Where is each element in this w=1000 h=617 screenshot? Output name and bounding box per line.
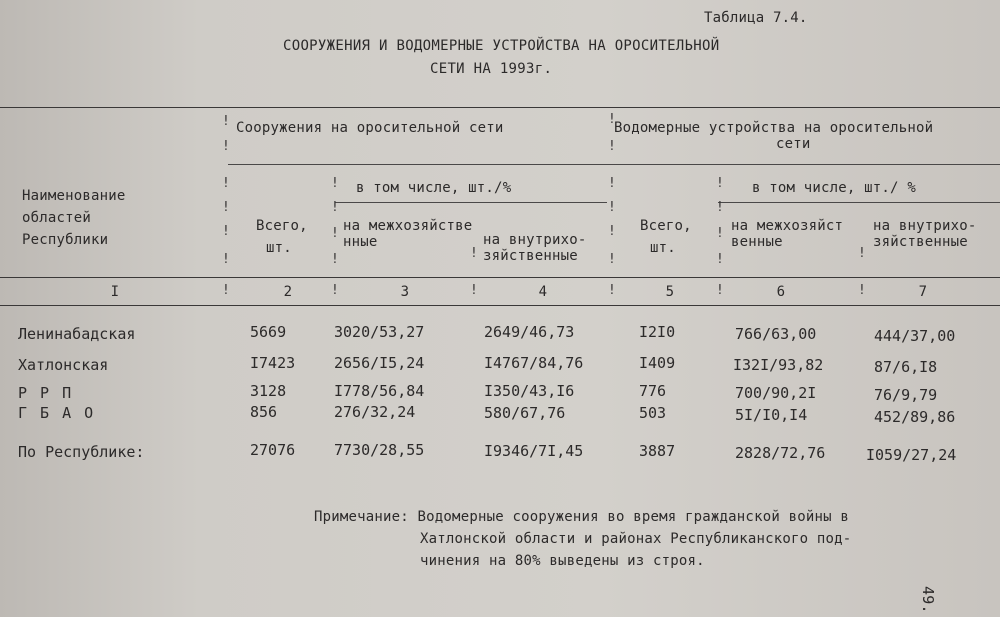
note-line1: Примечание: Водомерные сооружения во время гражданской войны в <box>314 509 849 525</box>
row-region-name: Р Р П <box>18 384 74 402</box>
cell-inter-meters: 5I/I0,I4 <box>735 406 808 424</box>
sep-mark: ! <box>608 112 616 127</box>
header-inter2-line1: на межхозяйст <box>731 218 844 234</box>
sep-mark: ! <box>222 114 230 129</box>
sep-mark: ! <box>470 246 478 261</box>
header-intra1-line1: на внутрихо- <box>483 232 587 248</box>
sep-mark: ! <box>608 252 616 267</box>
cell-total-structures: I7423 <box>250 354 296 372</box>
header-incl1: в том числе, шт./% <box>356 180 512 196</box>
table-title-line1: СООРУЖЕНИЯ И ВОДОМЕРНЫЕ УСТРОЙСТВА НА ОРОСИТЕЛЬНОЙ <box>283 38 720 54</box>
colnum-2: 2 <box>283 284 293 300</box>
cell-intra-meters: I059/27,24 <box>866 446 957 464</box>
header-intra1-line2: зяйственные <box>483 248 578 264</box>
header-subgroup-rule <box>228 164 1000 165</box>
colnum-4: 4 <box>538 284 548 300</box>
header-inter1-line1: на межхозяйстве <box>343 218 473 234</box>
cell-intra-meters: 87/6,I8 <box>874 358 938 376</box>
header-total1-line2: шт. <box>266 240 292 256</box>
header-incl2-rule <box>718 202 1000 203</box>
colnum-3: 3 <box>400 284 410 300</box>
cell-intra-structures: I9346/7I,45 <box>484 442 584 460</box>
cell-inter-structures: 276/32,24 <box>334 403 416 421</box>
header-total2-line1: Всего, <box>640 218 692 234</box>
header-inter1-line2: нные <box>343 234 378 250</box>
header-incl1-rule <box>335 202 607 203</box>
sep-mark: ! <box>716 283 724 298</box>
header-group-meters-line2: сети <box>776 136 811 152</box>
header-total1-line1: Всего, <box>256 218 308 234</box>
header-inter2-line2: венные <box>731 234 783 250</box>
cell-total-meters: 3887 <box>639 442 676 460</box>
sep-mark: ! <box>222 176 230 191</box>
table-top-rule <box>0 107 1000 108</box>
header-region-line1: Наименование <box>22 188 126 204</box>
cell-inter-meters: 2828/72,76 <box>735 444 826 462</box>
cell-intra-structures: 580/67,76 <box>484 404 566 422</box>
cell-inter-meters: 700/90,2I <box>735 384 817 402</box>
cell-total-structures: 856 <box>250 403 278 421</box>
cell-intra-meters: 444/37,00 <box>874 327 956 345</box>
header-incl2: в том числе, шт./ % <box>752 180 916 196</box>
cell-total-meters: I2I0 <box>639 323 676 341</box>
note-line3: чинения на 80% выведены из строя. <box>420 553 705 569</box>
cell-inter-meters: 766/63,00 <box>735 325 817 343</box>
colnum-5: 5 <box>665 284 675 300</box>
row-region-name: По Республике: <box>18 443 145 461</box>
sep-mark: ! <box>608 200 616 215</box>
sep-mark: ! <box>608 139 616 154</box>
sep-mark: ! <box>222 200 230 215</box>
sep-mark: ! <box>331 226 339 241</box>
sep-mark: ! <box>222 224 230 239</box>
cell-inter-structures: I778/56,84 <box>334 382 425 400</box>
header-intra2-line1: на внутрихо- <box>873 218 977 234</box>
cell-intra-meters: 76/9,79 <box>874 386 938 404</box>
colnum-bottom-rule <box>0 305 1000 306</box>
header-region-line3: Республики <box>22 232 109 248</box>
row-region-name: Хатлонская <box>18 356 109 374</box>
cell-intra-structures: I350/43,I6 <box>484 382 575 400</box>
header-group-structures: Сооружения на оросительной сети <box>236 120 504 136</box>
page-number: 49. <box>919 586 937 614</box>
cell-total-meters: 776 <box>639 382 667 400</box>
sep-mark: ! <box>222 252 230 267</box>
cell-total-structures: 3128 <box>250 382 287 400</box>
cell-inter-meters: I32I/93,82 <box>733 356 824 374</box>
sep-mark: ! <box>331 252 339 267</box>
header-total2-line2: шт. <box>650 240 676 256</box>
cell-total-meters: 503 <box>639 404 667 422</box>
colnum-6: 6 <box>776 284 786 300</box>
cell-total-meters: I409 <box>639 354 676 372</box>
header-bottom-rule <box>0 277 1000 278</box>
note-line2: Хатлонской области и районах Республиканского под- <box>420 531 852 547</box>
sep-mark: ! <box>716 176 724 191</box>
colnum-1: I <box>110 284 120 300</box>
sep-mark: ! <box>716 252 724 267</box>
cell-inter-structures: 3020/53,27 <box>334 323 425 341</box>
cell-inter-structures: 7730/28,55 <box>334 441 425 459</box>
cell-total-structures: 5669 <box>250 323 287 341</box>
sep-mark: ! <box>222 139 230 154</box>
table-title-line2: СЕТИ НА 1993г. <box>430 61 553 77</box>
row-region-name: Ленинабадская <box>18 325 136 343</box>
sep-mark: ! <box>608 224 616 239</box>
sep-mark: ! <box>470 283 478 298</box>
sep-mark: ! <box>858 246 866 261</box>
sep-mark: ! <box>716 226 724 241</box>
sep-mark: ! <box>858 283 866 298</box>
cell-intra-structures: I4767/84,76 <box>484 354 584 372</box>
colnum-7: 7 <box>918 284 928 300</box>
cell-intra-structures: 2649/46,73 <box>484 323 575 341</box>
sep-mark: ! <box>331 283 339 298</box>
header-intra2-line2: зяйственные <box>873 234 968 250</box>
sep-mark: ! <box>608 176 616 191</box>
cell-total-structures: 27076 <box>250 441 296 459</box>
sep-mark: ! <box>608 283 616 298</box>
sep-mark: ! <box>716 200 724 215</box>
header-group-meters-line1: Водомерные устройства на оросительной <box>614 120 934 136</box>
row-region-name: Г Б А О <box>18 404 96 422</box>
sep-mark: ! <box>331 176 339 191</box>
cell-inter-structures: 2656/I5,24 <box>334 354 425 372</box>
table-label: Таблица 7.4. <box>704 10 808 26</box>
header-region-line2: областей <box>22 210 92 226</box>
sep-mark: ! <box>222 283 230 298</box>
sep-mark: ! <box>331 200 339 215</box>
cell-intra-meters: 452/89,86 <box>874 408 956 426</box>
